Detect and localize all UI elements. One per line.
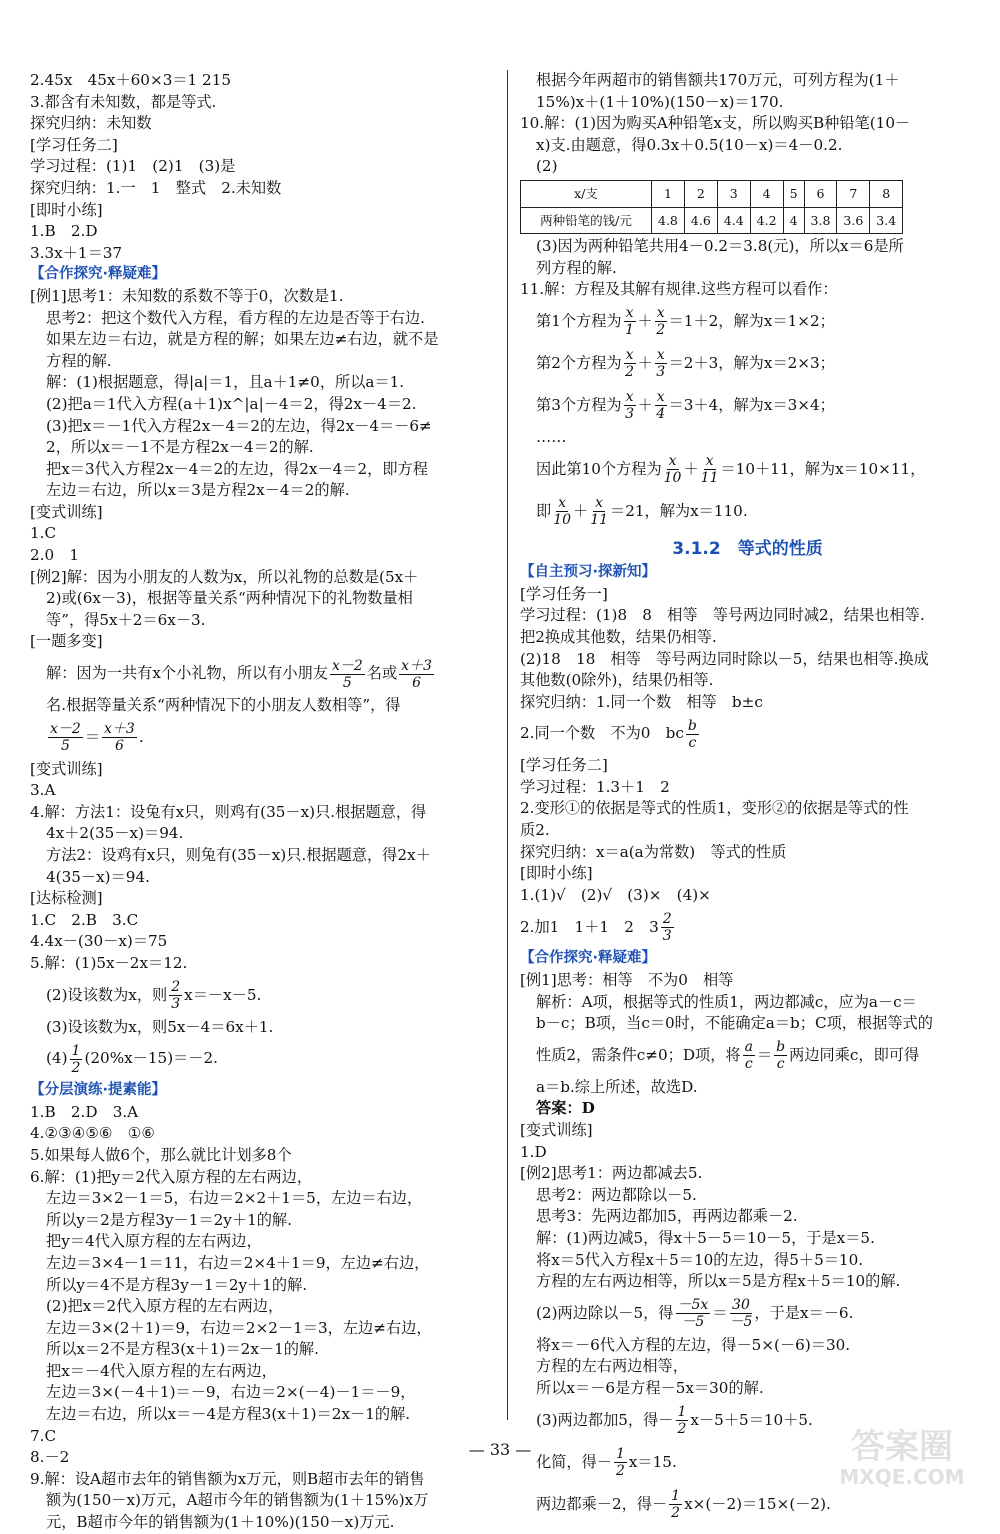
denominator: 2: [615, 1463, 625, 1480]
denominator: 11: [590, 512, 609, 529]
denominator: 6: [114, 738, 124, 755]
task-heading: [变式训练]: [30, 759, 103, 778]
answer-line: 探究归纳：未知数: [30, 114, 152, 133]
answer-line: [例2]思考1：两边都减去5.: [520, 1164, 703, 1183]
answer-line: 1.B 2.D: [30, 222, 98, 241]
numerator: 1: [71, 1042, 81, 1059]
numerator: x: [625, 389, 634, 406]
answer-line: 左边＝3×2－1＝5，右边＝2×2＋1＝5，左边＝右边，: [46, 1189, 423, 1208]
answer-line: 15%)x＋(1＋10%)(150－x)＝170.: [536, 92, 784, 111]
answer-line: 学习过程：1.3＋1 2: [520, 777, 670, 796]
text: x＝15.: [628, 1452, 677, 1471]
fraction: [661, 911, 674, 944]
numerator: x＋3: [104, 721, 135, 738]
answer-line: 所以y＝4不是方程3y－1＝2y＋1的解.: [46, 1275, 308, 1294]
right-column: [520, 70, 975, 1526]
table-cell: 3.4: [870, 207, 903, 234]
answer-line: [30, 1038, 490, 1080]
equation-line: [520, 301, 975, 343]
text: x＝－x－5.: [184, 985, 262, 1004]
table-cell: 8: [870, 180, 903, 207]
text: ＝: [712, 1303, 728, 1322]
answer-line: 探究归纳：1.一 1 整式 2.未知数: [30, 178, 282, 197]
equation-line: [520, 385, 975, 427]
text: ＝1＋2，解为x＝1×2；: [668, 312, 835, 331]
answer-line: 方法2：设鸡有x只，则兔有(35－x)只.根据题意，得2x＋: [46, 846, 431, 864]
answer-line: (2): [536, 157, 558, 176]
text: 化简，得－: [536, 1452, 612, 1471]
answer-line: 1.B 2.D 3.A: [30, 1102, 139, 1121]
text: (3)两边都加5，得－: [536, 1410, 674, 1429]
fraction: [774, 1039, 787, 1072]
text: ＝21，解为x＝110.: [610, 501, 748, 520]
table-cell: 4: [750, 180, 783, 207]
answer-line: (3)设该数为x，则5x－4＝6x＋1.: [46, 1017, 274, 1036]
fraction: [669, 1488, 682, 1521]
denominator: c: [776, 1056, 785, 1073]
denominator: －5: [681, 1314, 705, 1331]
answer-line: 1.(1)√ (2)√ (3)× (4)×: [520, 885, 711, 904]
table-cell: 4.8: [652, 207, 685, 234]
answer-line: 2.45x 45x＋60×3＝1 215: [30, 71, 232, 89]
watermark-logo: [822, 1420, 982, 1490]
answer-line: 解析：A项，根据等式的性质1，两边都减c，应为a－c＝: [536, 992, 917, 1011]
task-heading: [即时小练]: [520, 864, 593, 883]
answer-line: 所以x＝2不是方程3(x＋1)＝2x－1的解.: [46, 1340, 319, 1359]
text: ＝3＋4，解为x＝3×4；: [668, 396, 835, 415]
denominator: c: [744, 1056, 753, 1073]
fraction: [664, 453, 682, 486]
fraction: [730, 1297, 753, 1330]
section-title: 3.1.2 等式的性质: [672, 538, 823, 559]
text: 第3个方程为: [536, 396, 622, 415]
answer-line: 所以x＝－6是方程－5x＝30的解.: [536, 1378, 764, 1397]
denominator: 5: [342, 674, 352, 691]
numerator: 1: [677, 1404, 687, 1421]
answer-line: 所以y＝2是方程3y－1＝2y＋1的解.: [46, 1210, 292, 1229]
section-heading: 【合作探究·释疑难】: [520, 950, 657, 967]
answer-line: 10.解：(1)因为购买A种铅笔x支，所以购买B种铅笔(10－: [520, 114, 911, 133]
text: 因此第10个方程为: [536, 459, 662, 478]
answer-line: [520, 1293, 975, 1335]
answer-line: 列方程的解.: [536, 258, 617, 277]
numerator: x: [595, 495, 604, 512]
column-divider: [507, 70, 508, 1420]
answer-line: 元，B超市今年的销售额为(1＋10%)(150－x)万元.: [46, 1513, 395, 1532]
table-header-cell: 两种铅笔的钱/元: [521, 207, 652, 234]
fraction: [399, 658, 434, 691]
answer-line: [例2]解：因为小朋友的人数为x，所以礼物的总数是(5x＋: [30, 567, 419, 586]
answer-line: 左边＝右边，所以x＝3是方程2x－4＝2的解.: [46, 481, 350, 500]
ellipsis: ……: [536, 427, 567, 446]
watermark-url: MXQE.COM: [839, 1465, 965, 1489]
text: 第1个方程为: [536, 312, 622, 331]
answer-line: 4.②③④⑤⑥ ①⑥: [30, 1124, 155, 1143]
denominator: 10: [663, 470, 682, 487]
answer-line: [30, 975, 490, 1017]
answer-line: (2)把a＝1代入方程(a＋1)x^|a|－4＝2，得2x－4＝2.: [46, 394, 417, 413]
task-heading: [学习任务二]: [30, 135, 118, 154]
answer-line: 1.D: [520, 1142, 547, 1161]
text: 两边都乘－2，得－: [536, 1494, 668, 1513]
answer-line: 把y＝4代入原方程的左右两边，: [46, 1232, 262, 1251]
task-heading: [变式训练]: [30, 502, 103, 521]
answer-line: 学习过程：(1)1 (2)1 (3)是: [30, 157, 236, 176]
answer-line: 2.变形①的依据是等式的性质1，变形②的依据是等式的性: [520, 799, 909, 818]
denominator: 2: [625, 364, 635, 381]
answer-line: 把x＝－4代入原方程的左右两边，: [46, 1361, 277, 1380]
answer-line: 把x＝3代入方程2x－4＝2的左边，得2x－4＝2，即方程: [46, 459, 428, 478]
table-cell: 2: [684, 180, 717, 207]
answer-line: 1.C 2.B 3.C: [30, 910, 139, 929]
answer-line: 4.4x－(30－x)＝75: [30, 932, 168, 951]
text: (4): [46, 1049, 68, 1068]
fraction: [48, 721, 83, 754]
answer-line: 8.－2: [30, 1448, 70, 1467]
answer-line: 左边＝3×(－4＋1)＝－9，右边＝2×(－4)－1＝－9，: [46, 1383, 416, 1402]
numerator: 2: [171, 979, 181, 996]
text: ＋: [637, 354, 653, 373]
text: (2)两边除以－5，得: [536, 1303, 674, 1322]
answer-line: 探究归纳：x＝a(a为常数) 等式的性质: [520, 842, 787, 861]
text: ＋: [573, 501, 589, 520]
denominator: 2: [677, 1421, 687, 1438]
denominator: 2: [671, 1505, 681, 1522]
text: (20%x－15)＝－2.: [84, 1049, 218, 1068]
answer-line: 根据今年两超市的销售额共170万元，可列方程为(1＋: [536, 71, 900, 89]
answer-line: 2.0 1: [30, 546, 80, 565]
answer-line: 学习过程：(1)8 8 相等 等号两边同时减2，结果也相等.: [520, 606, 925, 625]
section-heading: 【合作探究·释疑难】: [30, 266, 167, 283]
answer-line: (3)因为两种铅笔共用4－0.2＝3.8(元)，所以x＝6是所: [536, 237, 904, 256]
denominator: 5: [60, 738, 70, 755]
task-heading: [学习任务一]: [520, 584, 608, 603]
text: x×(－2)＝15×(－2).: [684, 1494, 831, 1513]
task-heading: [变式训练]: [520, 1121, 593, 1139]
fraction: [701, 453, 719, 486]
answer-line: (2)把x＝2代入原方程的左右两边，: [46, 1297, 284, 1316]
numerator: x: [656, 305, 665, 322]
fraction: [553, 495, 571, 528]
answer-line: 解：(1)根据题意，得|a|＝1，且a＋1≠0，所以a＝1.: [46, 373, 405, 392]
numerator: x: [625, 305, 634, 322]
numerator: a: [744, 1039, 753, 1056]
task-heading: [即时小练]: [30, 200, 103, 219]
numerator: x: [668, 453, 677, 470]
text: ＋: [637, 312, 653, 331]
fraction: [655, 347, 667, 380]
numerator: b: [776, 1039, 786, 1056]
answer-line: 5.解：(1)5x－2x＝12.: [30, 953, 188, 972]
answer-line: (2)18 18 相等 等号两边同时除以－5，结果也相等.换成: [520, 649, 929, 668]
numerator: x: [656, 347, 665, 364]
denominator: 11: [700, 470, 719, 487]
task-heading: [学习任务二]: [520, 756, 608, 775]
denominator: －5: [729, 1314, 753, 1331]
answer-line: 2)或(6x－3)，根据等量关系“两种情况下的礼物数量相: [46, 589, 413, 608]
table-cell: 6: [804, 180, 837, 207]
answer-line: x)支.由题意，得0.3x＋0.5(10－x)＝4－0.2.: [536, 135, 843, 154]
fraction: [676, 1297, 711, 1330]
answer-line: [例1]思考：相等 不为0 相等: [520, 971, 734, 990]
table-cell: 4: [783, 207, 804, 234]
numerator: x－2: [50, 721, 81, 738]
table-cell: 7: [837, 180, 870, 207]
text: ＝10＋11，解为x＝10×11，: [720, 459, 926, 478]
fraction: [70, 1043, 83, 1076]
equation-line: [520, 449, 975, 491]
page-number: — 33 —: [468, 1440, 532, 1459]
fraction: [655, 305, 667, 338]
answer-line: [520, 713, 975, 755]
answer-line: 4.解：方法1：设兔有x只，则鸡有(35－x)只.根据题意，得: [30, 802, 427, 821]
text: 名或: [366, 664, 398, 683]
fraction: [624, 305, 636, 338]
text: 2.同一个数 不为0 bc: [520, 724, 684, 743]
numerator: 1: [615, 1446, 625, 1463]
answer-line: 其他数(0除外)，结果仍相等.: [520, 671, 714, 690]
equation-line: [520, 343, 975, 385]
denominator: 1: [625, 322, 635, 339]
equation-line: [520, 491, 975, 533]
numerator: 30: [732, 1297, 750, 1314]
numerator: b: [687, 717, 697, 734]
section-heading: 【分层演练·提素能】: [30, 1082, 167, 1099]
denominator: 3: [625, 406, 635, 423]
answer-line: 答案：D: [536, 1099, 595, 1118]
table-cell: 4.4: [717, 207, 750, 234]
table-cell: 1: [652, 180, 685, 207]
answer-line: 探究归纳：1.同一个数 相等 b±c: [520, 692, 763, 711]
denominator: 10: [553, 512, 572, 529]
text: ＋: [683, 459, 699, 478]
answer-line: 3.A: [30, 781, 56, 800]
denominator: 3: [656, 364, 666, 381]
answer-line: 名.根据等量关系“两种情况下的小朋友人数相等”，得: [46, 696, 401, 715]
answer-line: 思考3：先两边都加5，再两边都乘－2.: [536, 1207, 798, 1226]
answer-line: [例1]思考1：未知数的系数不等于0，次数是1.: [30, 286, 344, 305]
numerator: x: [558, 495, 567, 512]
denominator: 2: [71, 1059, 81, 1076]
answer-line: 思考2：把这个数代入方程，看方程的左边是否等于右边.: [46, 308, 425, 327]
text: ＝2＋3，解为x＝2×3；: [668, 354, 835, 373]
answer-line: 额为(150－x)万元，A超市今年的销售额为(1＋15%)x万: [46, 1491, 429, 1510]
answer-line: 9.解：设A超市去年的销售额为x万元，则B超市去年的销售: [30, 1469, 425, 1488]
numerator: x: [656, 389, 665, 406]
table-header-cell: x/支: [521, 180, 652, 207]
answer-line: 3.都含有未知数，都是等式.: [30, 92, 217, 111]
fraction: [590, 495, 608, 528]
answer-line: 1.C: [30, 524, 57, 543]
text: x－5＋5＝10＋5.: [690, 1410, 813, 1429]
watermark-text: 答案圈: [851, 1427, 953, 1467]
table-cell: 3.8: [804, 207, 837, 234]
answer-line: 7.C: [30, 1426, 57, 1445]
answer-line: 等”，得5x＋2＝6x－3.: [46, 610, 206, 629]
answer-line: 左边＝右边，所以x＝－4是方程3(x＋1)＝2x－1的解.: [46, 1405, 411, 1424]
task-heading: [一题多变]: [30, 632, 103, 651]
denominator: 3: [662, 927, 672, 944]
table-cell: 4.2: [750, 207, 783, 234]
fraction: [169, 979, 182, 1012]
answer-line: 方程的解.: [46, 351, 112, 370]
text: 两边同乘c，即可得: [789, 1046, 920, 1065]
answer-line: 4x＋2(35－x)＝94.: [46, 824, 184, 843]
text: ＝: [756, 1046, 773, 1065]
answer-line: 左边＝3×4－1＝11，右边＝2×4＋1＝9，左边≠右边，: [46, 1253, 430, 1272]
answer-line: 思考2：两边都除以－5.: [536, 1185, 697, 1204]
answer-line: 2，所以x＝－1不是方程2x－4＝2的解.: [46, 438, 314, 457]
table-cell: 4.6: [684, 207, 717, 234]
answer-line: [520, 906, 975, 948]
text: .: [138, 727, 144, 746]
answer-line: 质2.: [520, 821, 550, 840]
denominator: 6: [412, 674, 421, 691]
answer-line: 方程的左右两边相等，: [536, 1357, 688, 1376]
fraction: [743, 1039, 755, 1072]
answer-line: 5.如果每人做6个，那么就比计划多8个: [30, 1145, 292, 1164]
answer-line: 将x＝5代入方程x＋5＝10的左边，得5＋5＝10.: [536, 1250, 864, 1269]
answer-line: 解：(1)两边减5，得x＋5－5＝10－5，于是x＝5.: [536, 1228, 875, 1247]
text: 性质2，需条件c≠0；D项，将: [536, 1046, 741, 1065]
answer-line: [520, 1035, 975, 1077]
fraction: [624, 389, 636, 422]
table-cell: 5: [783, 180, 804, 207]
section-heading: 【自主预习·探新知】: [520, 564, 657, 581]
text: 2.加1 1＋1 2 3: [520, 917, 659, 936]
text: ，于是x＝－6.: [754, 1303, 854, 1322]
answer-line: [30, 717, 490, 759]
fraction: [102, 721, 137, 754]
answer-line: 11.解：方程及其解有规律.这些方程可以看作：: [520, 280, 838, 299]
answer-line: (3)把x＝－1代入方程2x－4＝2的左边，得2x－4＝－6≠: [46, 416, 432, 435]
denominator: 4: [656, 406, 666, 423]
numerator: x: [705, 453, 714, 470]
left-column: [30, 70, 490, 1534]
text: 即: [536, 501, 552, 520]
answer-line: b－c；B项，当c＝0时，不能确定a＝b；C项，根据等式的: [536, 1014, 933, 1033]
denominator: 2: [656, 322, 666, 339]
table-row: [521, 180, 903, 207]
numerator: －5x: [677, 1297, 709, 1314]
fraction: [624, 347, 636, 380]
answer-line: 如果左边＝右边，就是方程的解；如果左边≠右边，就不是: [46, 330, 439, 349]
text: ＝: [84, 727, 100, 746]
numerator: x－2: [331, 657, 363, 674]
answer-line: 4(35－x)＝94.: [46, 867, 150, 886]
answer-line: 把2换成其他数，结果仍相等.: [520, 627, 717, 646]
task-heading: [达标检测]: [30, 889, 103, 908]
answer-line: 将x＝－6代入方程的左边，得－5×(－6)＝30.: [536, 1335, 851, 1354]
answer-line: [30, 653, 490, 695]
text: (2)设该数为x，则: [46, 985, 168, 1004]
numerator: 1: [671, 1488, 681, 1505]
fraction: [330, 658, 365, 691]
answer-line: 方程的左右两边相等，所以x＝5是方程x＋5＝10的解.: [536, 1272, 901, 1291]
numerator: x＋3: [401, 657, 432, 674]
answer-line: a＝b.综上所述，故选D.: [536, 1077, 698, 1096]
fraction: [676, 1404, 689, 1437]
text: 解：因为一共有x个小礼物，所以有小朋友: [46, 664, 328, 683]
answer-line: 6.解：(1)把y＝2代入原方程的左右两边，: [30, 1167, 313, 1186]
table-cell: 3: [717, 180, 750, 207]
text: ＋: [637, 396, 653, 415]
pencil-cost-table: [520, 180, 903, 234]
table-cell: 3.6: [837, 207, 870, 234]
answer-line: 左边＝3×(2＋1)＝9，右边＝2×2－1＝3，左边≠右边，: [46, 1318, 432, 1337]
fraction: [686, 718, 699, 751]
denominator: 3: [171, 996, 181, 1013]
text: 第2个方程为: [536, 354, 622, 373]
denominator: c: [688, 734, 697, 751]
answer-line: 3.3x＋1＝37: [30, 243, 123, 262]
table-row: [521, 207, 903, 234]
fraction: [655, 389, 667, 422]
numerator: 2: [662, 910, 672, 927]
numerator: x: [625, 347, 634, 364]
